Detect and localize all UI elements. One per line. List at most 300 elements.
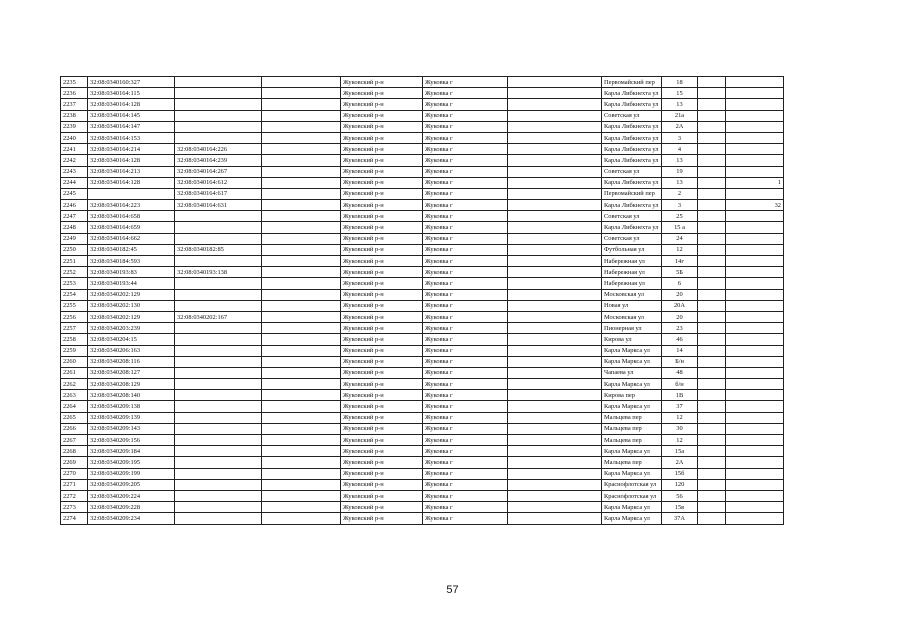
empty-cell [262,211,341,222]
linked-cadastral-number-cell [175,233,262,244]
extra-value-cell [726,99,784,110]
street-cell: Советская ул [602,233,662,244]
district-cell: Жуковский р-н [341,513,423,524]
extra-value-cell [726,334,784,345]
empty-cell [698,88,726,99]
house-number-cell: 48 [662,367,698,378]
house-number-cell: 13 [662,177,698,188]
house-number-cell: 6 [662,278,698,289]
street-cell: Первомайский пер [602,188,662,199]
district-cell: Жуковский р-н [341,155,423,166]
street-cell: Краснофлотская ул [602,479,662,490]
cadastral-number-cell: 32:08:0340208:129 [88,379,175,390]
empty-cell [262,222,341,233]
row-number-cell: 2260 [61,356,88,367]
linked-cadastral-number-cell: 32:08:0340164:239 [175,155,262,166]
city-cell: Жуковка г [423,88,508,99]
extra-value-cell [726,412,784,423]
district-cell: Жуковский р-н [341,233,423,244]
empty-cell [698,479,726,490]
row-number-cell: 2259 [61,345,88,356]
empty-cell [508,278,602,289]
district-cell: Жуковский р-н [341,121,423,132]
street-cell: Карла Либкнехта ул [602,222,662,233]
district-cell: Жуковский р-н [341,334,423,345]
empty-cell [698,177,726,188]
street-cell: Набережная ул [602,267,662,278]
district-cell: Жуковский р-н [341,490,423,501]
empty-cell [262,490,341,501]
linked-cadastral-number-cell [175,345,262,356]
city-cell: Жуковка г [423,166,508,177]
house-number-cell: 13 [662,99,698,110]
house-number-cell: 120 [662,479,698,490]
cadastral-number-cell: 32:08:0340208:127 [88,367,175,378]
district-cell: Жуковский р-н [341,132,423,143]
city-cell: Жуковка г [423,110,508,121]
linked-cadastral-number-cell [175,479,262,490]
empty-cell [508,211,602,222]
district-cell: Жуковский р-н [341,166,423,177]
house-number-cell: 14 [662,345,698,356]
empty-cell [698,468,726,479]
empty-cell [508,367,602,378]
empty-cell [508,412,602,423]
street-cell: Карла Маркса ул [602,468,662,479]
linked-cadastral-number-cell [175,356,262,367]
extra-value-cell [726,144,784,155]
empty-cell [262,99,341,110]
table-row [61,222,784,233]
house-number-cell: 3 [662,132,698,143]
table-row [61,77,784,88]
table-row [61,323,784,334]
street-cell: Карла Либкнехта ул [602,132,662,143]
house-number-cell: 19 [662,166,698,177]
table-row [61,468,784,479]
empty-cell [508,490,602,501]
empty-cell [262,132,341,143]
table-row [61,144,784,155]
empty-cell [698,412,726,423]
empty-cell [698,144,726,155]
street-cell: Карла Маркса ул [602,502,662,513]
empty-cell [262,446,341,457]
house-number-cell: 21а [662,110,698,121]
empty-cell [508,233,602,244]
city-cell: Жуковка г [423,513,508,524]
table-row [61,446,784,457]
city-cell: Жуковка г [423,435,508,446]
extra-value-cell [726,390,784,401]
row-number-cell: 2258 [61,334,88,345]
city-cell: Жуковка г [423,401,508,412]
empty-cell [262,155,341,166]
house-number-cell: Б/н [662,356,698,367]
linked-cadastral-number-cell [175,513,262,524]
empty-cell [508,513,602,524]
house-number-cell: 15в [662,502,698,513]
empty-cell [698,490,726,501]
house-number-cell: 5Б [662,267,698,278]
extra-value-cell [726,278,784,289]
street-cell: Карла Либкнехта ул [602,144,662,155]
empty-cell [698,334,726,345]
row-number-cell: 2235 [61,77,88,88]
empty-cell [698,379,726,390]
empty-cell [262,468,341,479]
district-cell: Жуковский р-н [341,446,423,457]
empty-cell [698,132,726,143]
city-cell: Жуковка г [423,177,508,188]
empty-cell [508,256,602,267]
linked-cadastral-number-cell: 32:08:0340193:138 [175,267,262,278]
extra-value-cell [726,379,784,390]
empty-cell [508,244,602,255]
extra-value-cell [726,468,784,479]
city-cell: Жуковка г [423,132,508,143]
row-number-cell: 2246 [61,200,88,211]
empty-cell [262,278,341,289]
empty-cell [698,256,726,267]
empty-cell [262,121,341,132]
linked-cadastral-number-cell: 32:08:0340202:167 [175,311,262,322]
linked-cadastral-number-cell: 32:08:0340182:85 [175,244,262,255]
street-cell: Набережная ул [602,256,662,267]
street-cell: Советская ул [602,166,662,177]
row-number-cell: 2248 [61,222,88,233]
city-cell: Жуковка г [423,99,508,110]
row-number-cell: 2241 [61,144,88,155]
cadastral-number-cell: 32:08:0340164:153 [88,132,175,143]
city-cell: Жуковка г [423,446,508,457]
table-row [61,479,784,490]
empty-cell [508,502,602,513]
district-cell: Жуковский р-н [341,99,423,110]
registry-sheet [60,76,784,525]
empty-cell [262,423,341,434]
empty-cell [698,502,726,513]
extra-value-cell [726,457,784,468]
table-row [61,132,784,143]
empty-cell [698,244,726,255]
table-row [61,300,784,311]
row-number-cell: 2273 [61,502,88,513]
cadastral-number-cell: 32:08:0340209:199 [88,468,175,479]
row-number-cell: 2268 [61,446,88,457]
extra-value-cell [726,367,784,378]
empty-cell [698,345,726,356]
city-cell: Жуковка г [423,345,508,356]
extra-value-cell [726,490,784,501]
cadastral-number-cell: 32:08:0340193:83 [88,267,175,278]
city-cell: Жуковка г [423,311,508,322]
city-cell: Жуковка г [423,233,508,244]
row-number-cell: 2251 [61,256,88,267]
empty-cell [262,110,341,121]
district-cell: Жуковский р-н [341,110,423,121]
table-row [61,99,784,110]
empty-cell [262,367,341,378]
extra-value-cell [726,77,784,88]
empty-cell [262,513,341,524]
extra-value-cell [726,256,784,267]
extra-value-cell [726,423,784,434]
cadastral-number-cell: 32:08:0340164:214 [88,144,175,155]
extra-value-cell [726,110,784,121]
empty-cell [262,356,341,367]
district-cell: Жуковский р-н [341,345,423,356]
street-cell: Советская ул [602,211,662,222]
linked-cadastral-number-cell [175,278,262,289]
empty-cell [698,267,726,278]
empty-cell [262,379,341,390]
street-cell: Карла Либкнехта ул [602,155,662,166]
table-row [61,356,784,367]
row-number-cell: 2265 [61,412,88,423]
city-cell: Жуковка г [423,479,508,490]
empty-cell [698,166,726,177]
cadastral-number-cell: 32:08:0340209:234 [88,513,175,524]
cadastral-number-cell: 32:08:0340164:145 [88,110,175,121]
empty-cell [508,435,602,446]
empty-cell [262,479,341,490]
empty-cell [508,99,602,110]
house-number-cell: 3 [662,200,698,211]
empty-cell [262,77,341,88]
city-cell: Жуковка г [423,211,508,222]
district-cell: Жуковский р-н [341,88,423,99]
cadastral-number-cell: 32:08:0340208:140 [88,390,175,401]
row-number-cell: 2243 [61,166,88,177]
extra-value-cell [726,121,784,132]
row-number-cell: 2250 [61,244,88,255]
house-number-cell: 37А [662,513,698,524]
empty-cell [508,166,602,177]
city-cell: Жуковка г [423,457,508,468]
empty-cell [508,311,602,322]
extra-value-cell: 1 [726,177,784,188]
city-cell: Жуковка г [423,77,508,88]
cadastral-number-cell: 32:08:0340164:213 [88,166,175,177]
empty-cell [698,311,726,322]
row-number-cell: 2264 [61,401,88,412]
district-cell: Жуковский р-н [341,211,423,222]
table-row [61,457,784,468]
linked-cadastral-number-cell [175,423,262,434]
cadastral-number-cell: 32:08:0340204:15 [88,334,175,345]
house-number-cell: 2А [662,121,698,132]
cadastral-number-cell: 32:08:0340164:128 [88,99,175,110]
street-cell: Карла Маркса ул [602,379,662,390]
house-number-cell: 20А [662,300,698,311]
empty-cell [262,390,341,401]
street-cell: Карла Либкнехта ул [602,121,662,132]
linked-cadastral-number-cell [175,367,262,378]
table-row [61,211,784,222]
empty-cell [262,435,341,446]
table-row [61,379,784,390]
extra-value-cell [726,211,784,222]
empty-cell [698,200,726,211]
row-number-cell: 2274 [61,513,88,524]
extra-value-cell [726,323,784,334]
cadastral-number-cell: 32:08:0340193:44 [88,278,175,289]
table-row [61,244,784,255]
table-row [61,88,784,99]
empty-cell [262,311,341,322]
city-cell: Жуковка г [423,323,508,334]
empty-cell [698,155,726,166]
linked-cadastral-number-cell [175,490,262,501]
cadastral-number-cell: 32:08:0340202:129 [88,289,175,300]
district-cell: Жуковский р-н [341,256,423,267]
extra-value-cell [726,345,784,356]
extra-value-cell [726,132,784,143]
cadastral-number-cell: 32:08:0340208:116 [88,356,175,367]
table-row [61,188,784,199]
city-cell: Жуковка г [423,423,508,434]
linked-cadastral-number-cell [175,110,262,121]
linked-cadastral-number-cell [175,457,262,468]
house-number-cell: 13 [662,155,698,166]
city-cell: Жуковка г [423,367,508,378]
empty-cell [508,77,602,88]
cadastral-number-cell: 32:08:0340182:45 [88,244,175,255]
row-number-cell: 2253 [61,278,88,289]
table-row [61,412,784,423]
empty-cell [262,244,341,255]
empty-cell [508,379,602,390]
extra-value-cell [726,222,784,233]
city-cell: Жуковка г [423,490,508,501]
empty-cell [508,222,602,233]
empty-cell [698,401,726,412]
row-number-cell: 2272 [61,490,88,501]
street-cell: Кирова пер [602,390,662,401]
street-cell: Пионерная ул [602,323,662,334]
row-number-cell: 2263 [61,390,88,401]
empty-cell [508,88,602,99]
empty-cell [698,423,726,434]
linked-cadastral-number-cell [175,379,262,390]
street-cell: Карла Маркса ул [602,513,662,524]
street-cell: Мальцева пер [602,423,662,434]
linked-cadastral-number-cell [175,88,262,99]
table-row [61,435,784,446]
empty-cell [698,513,726,524]
empty-cell [698,356,726,367]
empty-cell [698,99,726,110]
row-number-cell: 2270 [61,468,88,479]
house-number-cell: 12 [662,244,698,255]
table-row [61,155,784,166]
linked-cadastral-number-cell [175,502,262,513]
table-row [61,200,784,211]
extra-value-cell [726,479,784,490]
empty-cell [508,446,602,457]
city-cell: Жуковка г [423,278,508,289]
linked-cadastral-number-cell [175,132,262,143]
row-number-cell: 2256 [61,311,88,322]
district-cell: Жуковский р-н [341,423,423,434]
empty-cell [698,457,726,468]
cadastral-number-cell: 32:08:0340209:205 [88,479,175,490]
street-cell: Московская ул [602,289,662,300]
district-cell: Жуковский р-н [341,356,423,367]
extra-value-cell [726,502,784,513]
cadastral-number-cell: 32:08:0340164:223 [88,200,175,211]
street-cell: Кирова ул [602,334,662,345]
district-cell: Жуковский р-н [341,188,423,199]
street-cell: Карла Маркса ул [602,446,662,457]
row-number-cell: 2242 [61,155,88,166]
cadastral-number-cell: 32:08:0340164:128 [88,177,175,188]
extra-value-cell [726,233,784,244]
table-body [61,77,784,525]
house-number-cell: б/н [662,379,698,390]
row-number-cell: 2240 [61,132,88,143]
extra-value-cell [726,166,784,177]
house-number-cell: 46 [662,334,698,345]
cadastral-number-cell: 32:08:0340209:138 [88,401,175,412]
empty-cell [508,121,602,132]
city-cell: Жуковка г [423,300,508,311]
empty-cell [508,267,602,278]
empty-cell [262,233,341,244]
district-cell: Жуковский р-н [341,200,423,211]
row-number-cell: 2247 [61,211,88,222]
street-cell: Советская ул [602,110,662,121]
street-cell: Московская ул [602,311,662,322]
empty-cell [508,401,602,412]
empty-cell [262,334,341,345]
row-number-cell: 2255 [61,300,88,311]
street-cell: Мальцева пер [602,457,662,468]
district-cell: Жуковский р-н [341,479,423,490]
linked-cadastral-number-cell [175,256,262,267]
house-number-cell: 14г [662,256,698,267]
table-row [61,267,784,278]
street-cell: Карла Маркса ул [602,345,662,356]
linked-cadastral-number-cell [175,412,262,423]
linked-cadastral-number-cell [175,300,262,311]
linked-cadastral-number-cell [175,121,262,132]
table-row [61,121,784,132]
empty-cell [262,177,341,188]
cadastral-number-cell: 32:08:0340203:239 [88,323,175,334]
district-cell: Жуковский р-н [341,267,423,278]
empty-cell [262,412,341,423]
empty-cell [698,435,726,446]
extra-value-cell [726,289,784,300]
extra-value-cell [726,356,784,367]
empty-cell [508,479,602,490]
empty-cell [508,345,602,356]
empty-cell [508,200,602,211]
district-cell: Жуковский р-н [341,177,423,188]
linked-cadastral-number-cell [175,289,262,300]
city-cell: Жуковка г [423,379,508,390]
cadastral-number-cell: 32:08:0340164:115 [88,88,175,99]
house-number-cell: 1В [662,390,698,401]
district-cell: Жуковский р-н [341,144,423,155]
house-number-cell: 2 [662,188,698,199]
extra-value-cell [726,435,784,446]
empty-cell [508,423,602,434]
empty-cell [508,468,602,479]
house-number-cell: 2А [662,457,698,468]
